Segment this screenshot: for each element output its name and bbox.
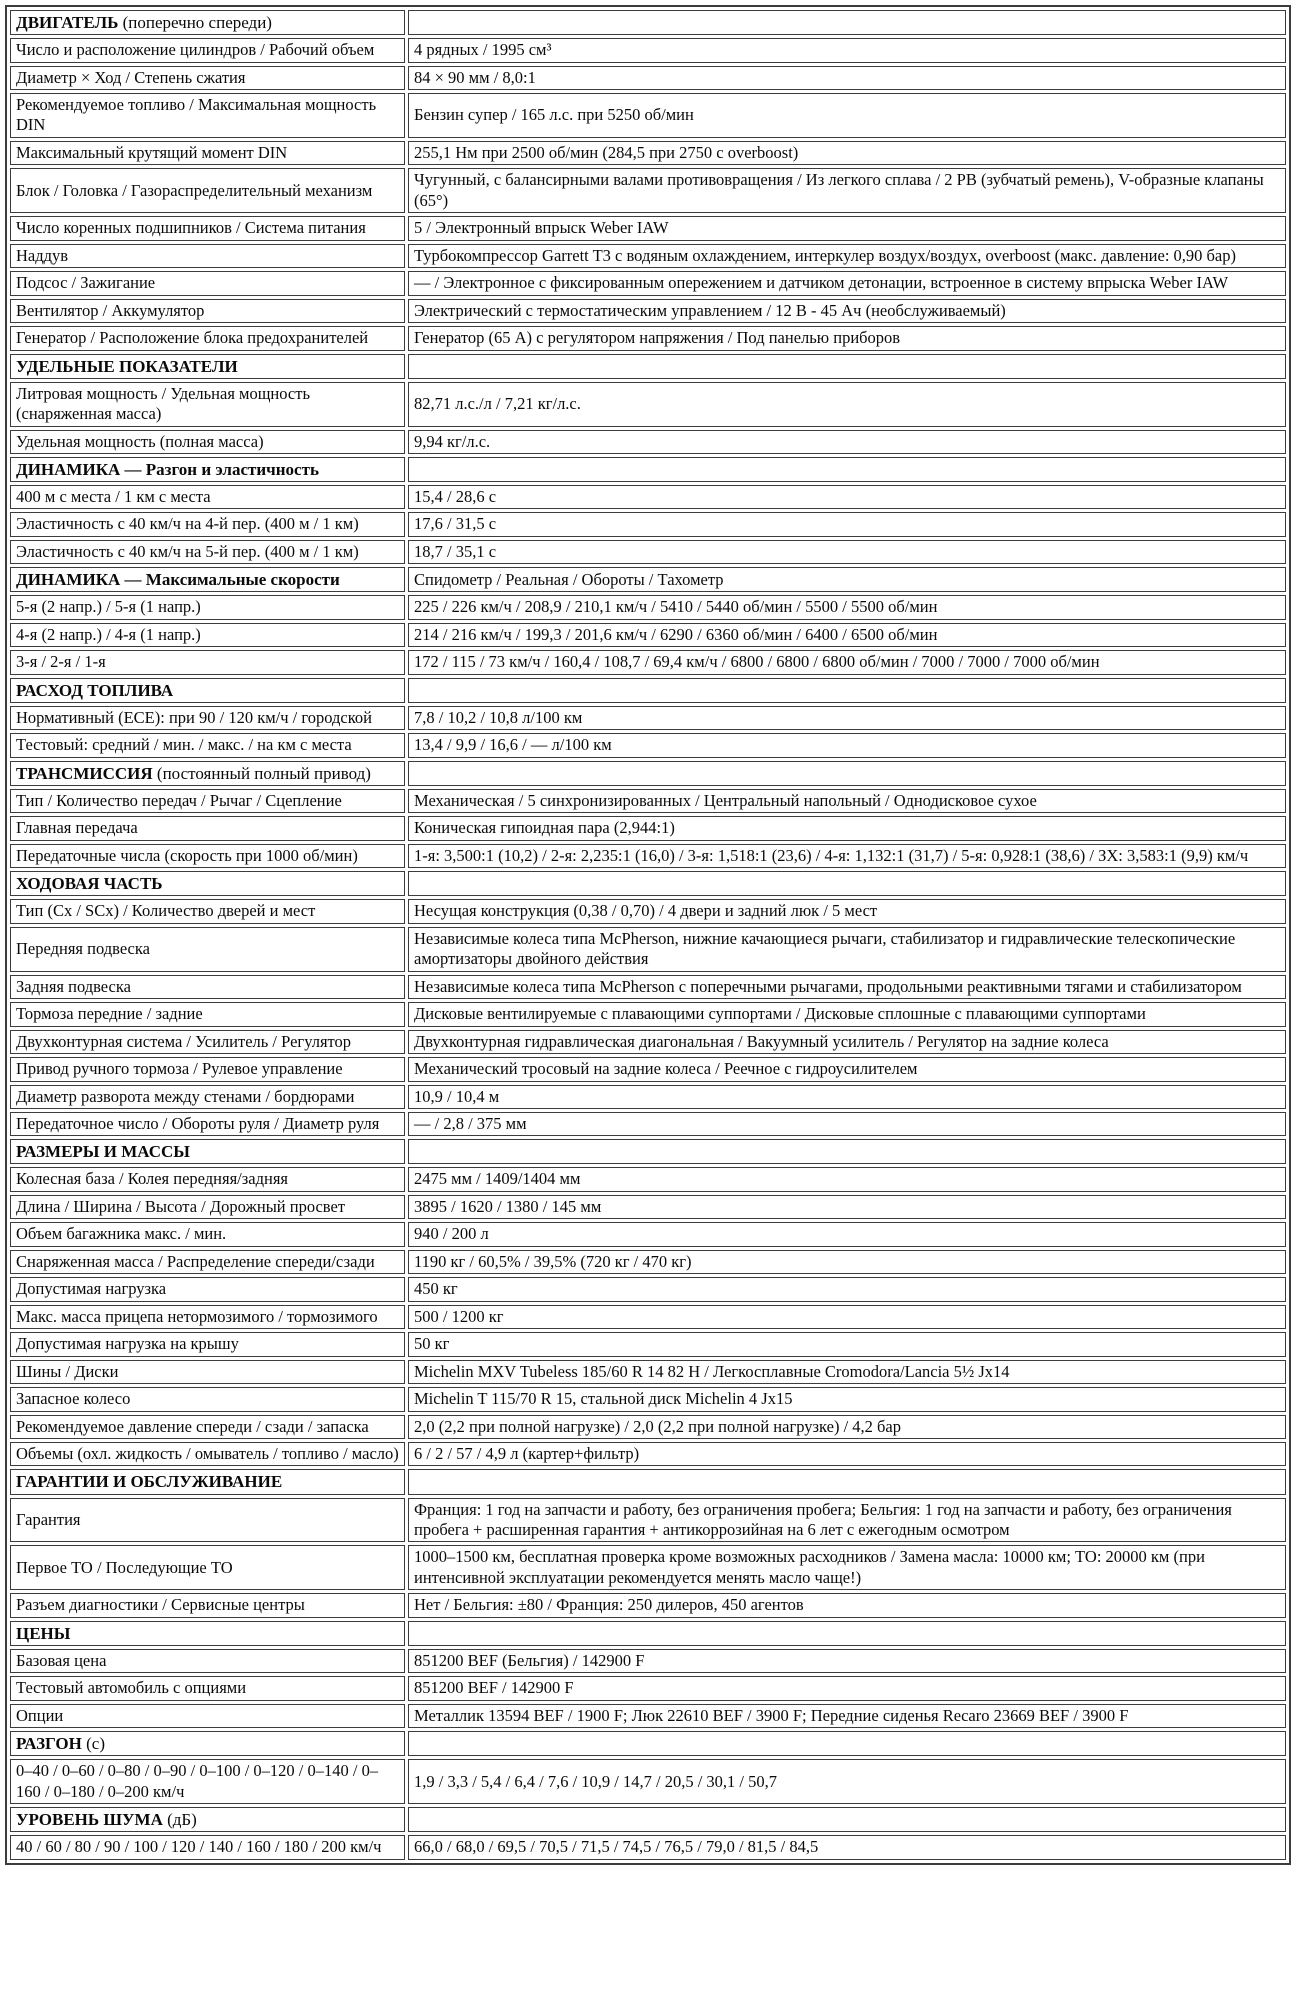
spec-value-cell: Двухконтурная гидравлическая диагональная / Вакуумный усилитель / Регулятор на задние колеса xyxy=(408,1030,1286,1054)
spec-value-cell: Электрический с термостатическим управлением / 12 В - 45 Ач (необслуживаемый) xyxy=(408,299,1286,323)
table-row xyxy=(10,844,1286,868)
spec-value-cell: 10,9 / 10,4 м xyxy=(408,1085,1286,1109)
table-row xyxy=(10,38,1286,62)
spec-value-cell: Бензин супер / 165 л.с. при 5250 об/мин xyxy=(408,93,1286,138)
section-row xyxy=(10,1731,1286,1756)
spec-value-cell: 84 × 90 мм / 8,0:1 xyxy=(408,66,1286,90)
spec-label-cell: Диаметр × Ход / Степень сжатия xyxy=(10,66,405,90)
spec-value-cell xyxy=(408,10,1286,35)
spec-label-cell: 0–40 / 0–60 / 0–80 / 0–90 / 0–100 / 0–120 / 0–140 / 0–160 / 0–180 / 0–200 км/ч xyxy=(10,1759,405,1804)
table-row xyxy=(10,93,1286,138)
table-row xyxy=(10,271,1286,295)
table-row xyxy=(10,1759,1286,1804)
spec-value-cell: 450 кг xyxy=(408,1277,1286,1301)
section-title: ТРАНСМИССИЯ xyxy=(16,763,153,783)
table-row xyxy=(10,1387,1286,1411)
spec-label-cell: Допустимая нагрузка на крышу xyxy=(10,1332,405,1356)
section-title: РАСХОД ТОПЛИВА xyxy=(16,680,174,700)
section-title-note: (дБ) xyxy=(162,1810,197,1830)
spec-value-cell: 15,4 / 28,6 с xyxy=(408,485,1286,509)
spec-label-cell: Наддув xyxy=(10,244,405,268)
spec-label-cell: Тип / Количество передач / Рычаг / Сцепление xyxy=(10,789,405,813)
spec-label-cell: Привод ручного тормоза / Рулевое управление xyxy=(10,1057,405,1081)
table-row xyxy=(10,650,1286,674)
spec-value-cell: 851200 BEF / 142900 F xyxy=(408,1676,1286,1700)
spec-value-cell: 1,9 / 3,3 / 5,4 / 6,4 / 7,6 / 10,9 / 14,7 / 20,5 / 30,1 / 50,7 xyxy=(408,1759,1286,1804)
spec-label-cell: Опции xyxy=(10,1704,405,1728)
spec-value-cell xyxy=(408,354,1286,379)
section-title-cell xyxy=(10,1807,405,1832)
table-row xyxy=(10,326,1286,350)
spec-label-cell: Запасное колесо xyxy=(10,1387,405,1411)
spec-label-cell: Главная передача xyxy=(10,816,405,840)
spec-value-cell: Дисковые вентилируемые с плавающими суппортами / Дисковые сплошные с плавающими суппортами xyxy=(408,1002,1286,1026)
section-row xyxy=(10,678,1286,703)
spec-label-cell: Генератор / Расположение блока предохранителей xyxy=(10,326,405,350)
section-title-cell xyxy=(10,1731,405,1756)
section-row xyxy=(10,1469,1286,1494)
table-row xyxy=(10,1277,1286,1301)
spec-value-cell: 18,7 / 35,1 с xyxy=(408,540,1286,564)
spec-value-cell: Франция: 1 год на запчасти и работу, без ограничения пробега; Бельгия: 1 год на запчасти и работу, без ограничения пробега + расширенная гарантия + антикоррозийная на 6 лет с ежегодным осмотром xyxy=(408,1498,1286,1543)
spec-label-cell: Удельная мощность (полная масса) xyxy=(10,430,405,454)
spec-label-cell: Передаточные числа (скорость при 1000 об/мин) xyxy=(10,844,405,868)
spec-value-cell xyxy=(408,1731,1286,1756)
table-row xyxy=(10,595,1286,619)
section-row xyxy=(10,457,1286,482)
section-row xyxy=(10,1621,1286,1646)
table-row xyxy=(10,1676,1286,1700)
spec-value-cell: 82,71 л.с./л / 7,21 кг/л.с. xyxy=(408,382,1286,427)
spec-label-cell: Задняя подвеска xyxy=(10,975,405,999)
spec-label-cell: Шины / Диски xyxy=(10,1360,405,1384)
spec-value-cell: Независимые колеса типа McPherson с поперечными рычагами, продольными реактивными тягами и стабилизатором xyxy=(408,975,1286,999)
spec-label-cell: 3-я / 2-я / 1-я xyxy=(10,650,405,674)
spec-value-cell: Независимые колеса типа McPherson, нижние качающиеся рычаги, стабилизатор и гидравлические телескопические амортизаторы двойного действия xyxy=(408,927,1286,972)
section-title-note: (постоянный полный привод) xyxy=(152,763,371,783)
spec-value-cell xyxy=(408,1807,1286,1832)
table-row xyxy=(10,1167,1286,1191)
spec-label-cell: Тип (Cx / SCx) / Количество дверей и мест xyxy=(10,899,405,923)
spec-label-cell: Объем багажника макс. / мин. xyxy=(10,1222,405,1246)
spec-label-cell: Допустимая нагрузка xyxy=(10,1277,405,1301)
table-row xyxy=(10,141,1286,165)
table-row xyxy=(10,623,1286,647)
table-row xyxy=(10,1415,1286,1439)
spec-value-cell: 255,1 Нм при 2500 об/мин (284,5 при 2750 с overboost) xyxy=(408,141,1286,165)
spec-value-cell: 17,6 / 31,5 с xyxy=(408,512,1286,536)
table-row xyxy=(10,1250,1286,1274)
spec-label-cell: Подсос / Зажигание xyxy=(10,271,405,295)
section-title-note: (поперечно спереди) xyxy=(118,13,272,32)
table-row xyxy=(10,430,1286,454)
spec-label-cell: Эластичность с 40 км/ч на 4-й пер. (400 м / 1 км) xyxy=(10,512,405,536)
section-title-cell xyxy=(10,678,405,703)
spec-value-cell xyxy=(408,1139,1286,1164)
spec-value-cell: 66,0 / 68,0 / 69,5 / 70,5 / 71,5 / 74,5 / 76,5 / 79,0 / 81,5 / 84,5 xyxy=(408,1835,1286,1859)
spec-label-cell: Двухконтурная система / Усилитель / Регулятор xyxy=(10,1030,405,1054)
spec-table xyxy=(5,5,1291,1865)
table-row xyxy=(10,706,1286,730)
spec-value-cell xyxy=(408,1621,1286,1646)
table-row xyxy=(10,1112,1286,1136)
table-row xyxy=(10,1002,1286,1026)
spec-value-cell: 1190 кг / 60,5% / 39,5% (720 кг / 470 кг) xyxy=(408,1250,1286,1274)
spec-value-cell: Michelin MXV Tubeless 185/60 R 14 82 H / Легкосплавные Cromodora/Lancia 5½ Jx14 xyxy=(408,1360,1286,1384)
spec-value-cell: Металлик 13594 BEF / 1900 F; Люк 22610 BEF / 3900 F; Передние сиденья Recaro 23669 BEF / 3900 F xyxy=(408,1704,1286,1728)
spec-label-cell: Число коренных подшипников / Система питания xyxy=(10,216,405,240)
spec-value-cell: — / 2,8 / 375 мм xyxy=(408,1112,1286,1136)
spec-label-cell: Объемы (охл. жидкость / омыватель / топливо / масло) xyxy=(10,1442,405,1466)
section-row xyxy=(10,1139,1286,1164)
spec-label-cell: Колесная база / Колея передняя/задняя xyxy=(10,1167,405,1191)
spec-label-cell: Эластичность с 40 км/ч на 5-й пер. (400 м / 1 км) xyxy=(10,540,405,564)
section-title: ДВИГАТЕЛЬ xyxy=(16,13,119,32)
section-title-cell xyxy=(10,871,405,896)
spec-value-cell: 851200 BEF (Бельгия) / 142900 F xyxy=(408,1649,1286,1673)
spec-label-cell: Диаметр разворота между стенами / бордюрами xyxy=(10,1085,405,1109)
spec-label-cell: 5-я (2 напр.) / 5-я (1 напр.) xyxy=(10,595,405,619)
spec-label-cell: Снаряженная масса / Распределение спереди/сзади xyxy=(10,1250,405,1274)
spec-label-cell: Тормоза передние / задние xyxy=(10,1002,405,1026)
table-row xyxy=(10,66,1286,90)
table-row xyxy=(10,382,1286,427)
section-row xyxy=(10,10,1286,35)
spec-label-cell: 40 / 60 / 80 / 90 / 100 / 120 / 140 / 160 / 180 / 200 км/ч xyxy=(10,1835,405,1859)
spec-value-cell: 9,94 кг/л.с. xyxy=(408,430,1286,454)
spec-label-cell: 400 м с места / 1 км с места xyxy=(10,485,405,509)
spec-label-cell: Макс. масса прицепа нетормозимого / тормозимого xyxy=(10,1305,405,1329)
section-title: ХОДОВАЯ ЧАСТЬ xyxy=(16,874,163,894)
spec-label-cell: Тестовый: средний / мин. / макс. / на км с места xyxy=(10,733,405,757)
spec-label-cell: Длина / Ширина / Высота / Дорожный просвет xyxy=(10,1195,405,1219)
table-row xyxy=(10,1085,1286,1109)
spec-label-cell: Рекомендуемое давление спереди / сзади / запаска xyxy=(10,1415,405,1439)
spec-value-cell: Нет / Бельгия: ±80 / Франция: 250 дилеров, 450 агентов xyxy=(408,1593,1286,1617)
spec-value-cell: 7,8 / 10,2 / 10,8 л/100 км xyxy=(408,706,1286,730)
table-row xyxy=(10,512,1286,536)
table-row xyxy=(10,1498,1286,1543)
section-title: ДИНАМИКА — Разгон и эластичность xyxy=(16,459,319,479)
spec-value-cell: Чугунный, с балансирными валами противовращения / Из легкого сплава / 2 РВ (зубчатый ремень), V-образные клапаны (65°) xyxy=(408,168,1286,213)
table-row xyxy=(10,975,1286,999)
table-row xyxy=(10,1593,1286,1617)
table-row xyxy=(10,789,1286,813)
section-title: ЦЕНЫ xyxy=(16,1623,71,1643)
table-row xyxy=(10,1030,1286,1054)
spec-value-cell: 172 / 115 / 73 км/ч / 160,4 / 108,7 / 69,4 км/ч / 6800 / 6800 / 6800 об/мин / 7000 / 7000 / 7000 об/мин xyxy=(408,650,1286,674)
spec-label-cell: Нормативный (ECE): при 90 / 120 км/ч / городской xyxy=(10,706,405,730)
table-row xyxy=(10,1545,1286,1590)
spec-value-cell: Турбокомпрессор Garrett T3 с водяным охлаждением, интеркулер воздух/воздух, overboost (макс. давление: 0,90 бар) xyxy=(408,244,1286,268)
spec-label-cell: Передаточное число / Обороты руля / Диаметр руля xyxy=(10,1112,405,1136)
spec-label-cell: 4-я (2 напр.) / 4-я (1 напр.) xyxy=(10,623,405,647)
table-row xyxy=(10,244,1286,268)
table-row xyxy=(10,733,1286,757)
section-title: РАЗМЕРЫ И МАССЫ xyxy=(16,1142,190,1162)
spec-value-cell: 4 рядных / 1995 см³ xyxy=(408,38,1286,62)
table-row xyxy=(10,1332,1286,1356)
spec-value-cell: 225 / 226 км/ч / 208,9 / 210,1 км/ч / 5410 / 5440 об/мин / 5500 / 5500 об/мин xyxy=(408,595,1286,619)
spec-value-cell xyxy=(408,1469,1286,1494)
spec-value-cell: 214 / 216 км/ч / 199,3 / 201,6 км/ч / 6290 / 6360 об/мин / 6400 / 6500 об/мин xyxy=(408,623,1286,647)
section-title: УРОВЕНЬ ШУМА xyxy=(16,1810,163,1830)
table-row xyxy=(10,1360,1286,1384)
table-row xyxy=(10,168,1286,213)
spec-value-cell: Несущая конструкция (0,38 / 0,70) / 4 двери и задний люк / 5 мест xyxy=(408,899,1286,923)
section-row xyxy=(10,567,1286,592)
section-title: ГАРАНТИИ И ОБСЛУЖИВАНИЕ xyxy=(16,1472,283,1492)
spec-value-cell: Коническая гипоидная пара (2,944:1) xyxy=(408,816,1286,840)
spec-value-cell: 1000–1500 км, бесплатная проверка кроме возможных расходников / Замена масла: 10000 км; ТО: 20000 км (при интенсивной эксплуатации рекомендуется менять масло чаще!) xyxy=(408,1545,1286,1590)
spec-value-cell xyxy=(408,761,1286,786)
spec-label-cell: Первое ТО / Последующие ТО xyxy=(10,1545,405,1590)
spec-value-cell: 6 / 2 / 57 / 4,9 л (картер+фильтр) xyxy=(408,1442,1286,1466)
section-title-cell xyxy=(10,761,405,786)
section-title-cell xyxy=(10,10,405,35)
spec-value-cell xyxy=(408,457,1286,482)
spec-label-cell: Литровая мощность / Удельная мощность (снаряженная масса) xyxy=(10,382,405,427)
spec-value-cell: 5 / Электронный впрыск Weber IAW xyxy=(408,216,1286,240)
section-row xyxy=(10,1807,1286,1832)
section-title-note: (с) xyxy=(81,1734,105,1754)
spec-value-cell: — / Электронное с фиксированным опережением и датчиком детонации, встроенное в систему впрыска Weber IAW xyxy=(408,271,1286,295)
table-row xyxy=(10,1057,1286,1081)
table-row xyxy=(10,1442,1286,1466)
spec-label-cell: Рекомендуемое топливо / Максимальная мощность DIN xyxy=(10,93,405,138)
spec-label-cell: Блок / Головка / Газораспределительный механизм xyxy=(10,168,405,213)
spec-label-cell: Базовая цена xyxy=(10,1649,405,1673)
spec-value-cell: Механический тросовый на задние колеса / Реечное с гидроусилителем xyxy=(408,1057,1286,1081)
spec-value-cell: Механическая / 5 синхронизированных / Центральный напольный / Однодисковое сухое xyxy=(408,789,1286,813)
spec-value-cell: 940 / 200 л xyxy=(408,1222,1286,1246)
section-row xyxy=(10,354,1286,379)
spec-table-body xyxy=(10,10,1286,1860)
spec-label-cell: Разъем диагностики / Сервисные центры xyxy=(10,1593,405,1617)
table-row xyxy=(10,485,1286,509)
section-title-cell xyxy=(10,1621,405,1646)
table-row xyxy=(10,1835,1286,1859)
table-row xyxy=(10,899,1286,923)
spec-value-cell: Генератор (65 А) с регулятором напряжения / Под панелью приборов xyxy=(408,326,1286,350)
spec-value-cell: 2475 мм / 1409/1404 мм xyxy=(408,1167,1286,1191)
table-row xyxy=(10,1649,1286,1673)
section-title-cell xyxy=(10,567,405,592)
spec-label-cell: Гарантия xyxy=(10,1498,405,1543)
spec-value-cell: Спидометр / Реальная / Обороты / Тахометр xyxy=(408,567,1286,592)
spec-label-cell: Тестовый автомобиль с опциями xyxy=(10,1676,405,1700)
spec-label-cell: Передняя подвеска xyxy=(10,927,405,972)
table-row xyxy=(10,540,1286,564)
table-row xyxy=(10,816,1286,840)
spec-value-cell: 500 / 1200 кг xyxy=(408,1305,1286,1329)
spec-value-cell: 3895 / 1620 / 1380 / 145 мм xyxy=(408,1195,1286,1219)
spec-value-cell: 1-я: 3,500:1 (10,2) / 2-я: 2,235:1 (16,0) / 3-я: 1,518:1 (23,6) / 4-я: 1,132:1 (31,7) / 5-я: 0,928:1 (38,6) / ЗХ: 3,583:1 (9,9) км/ч xyxy=(408,844,1286,868)
section-title: ДИНАМИКА — Максимальные скорости xyxy=(16,570,340,590)
table-row xyxy=(10,1704,1286,1728)
section-row xyxy=(10,871,1286,896)
section-title-cell xyxy=(10,457,405,482)
table-row xyxy=(10,1222,1286,1246)
spec-value-cell: Michelin T 115/70 R 15, стальной диск Michelin 4 Jx15 xyxy=(408,1387,1286,1411)
section-title-cell xyxy=(10,1469,405,1494)
spec-value-cell xyxy=(408,678,1286,703)
spec-value-cell: 2,0 (2,2 при полной нагрузке) / 2,0 (2,2 при полной нагрузке) / 4,2 бар xyxy=(408,1415,1286,1439)
spec-value-cell xyxy=(408,871,1286,896)
spec-value-cell: 13,4 / 9,9 / 16,6 / — л/100 км xyxy=(408,733,1286,757)
spec-label-cell: Вентилятор / Аккумулятор xyxy=(10,299,405,323)
spec-label-cell: Максимальный крутящий момент DIN xyxy=(10,141,405,165)
section-title: РАЗГОН xyxy=(16,1734,82,1754)
spec-value-cell: 50 кг xyxy=(408,1332,1286,1356)
section-title-cell xyxy=(10,354,405,379)
section-title-cell xyxy=(10,1139,405,1164)
table-row xyxy=(10,927,1286,972)
table-row xyxy=(10,1195,1286,1219)
section-row xyxy=(10,761,1286,786)
spec-label-cell: Число и расположение цилиндров / Рабочий объем xyxy=(10,38,405,62)
section-title: УДЕЛЬНЫЕ ПОКАЗАТЕЛИ xyxy=(16,356,238,376)
table-row xyxy=(10,299,1286,323)
table-row xyxy=(10,216,1286,240)
table-row xyxy=(10,1305,1286,1329)
